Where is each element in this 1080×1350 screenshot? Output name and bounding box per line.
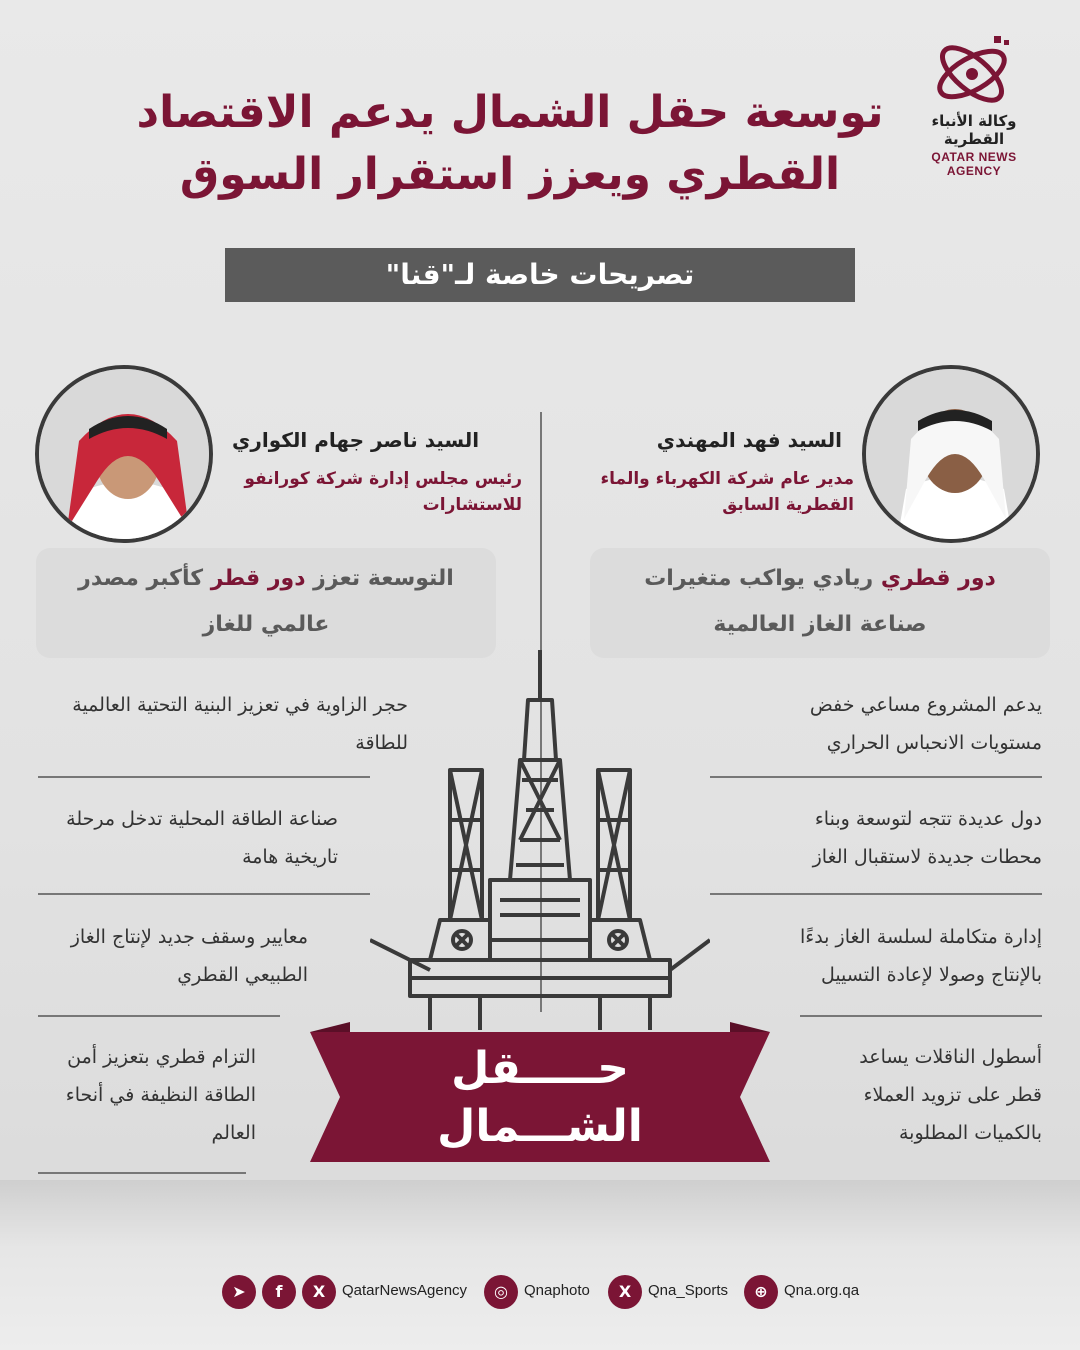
right-role-line-1: مدير عام شركة الكهرباء والماء — [600, 469, 854, 489]
x-sports-icon[interactable]: X — [608, 1275, 642, 1309]
left-item-3-line-1: معايير وسقف جديد لإنتاج الغاز — [70, 926, 308, 948]
logo-english-name: QATAR NEWS AGENCY — [931, 150, 1017, 178]
right-item-4-line-3: بالكميات المطلوبة — [898, 1122, 1042, 1144]
website-link[interactable]: Qna.org.qa — [784, 1282, 860, 1299]
person-portrait-icon — [39, 369, 213, 543]
right-item-4-line-1: أسطول الناقلات يساعد — [859, 1046, 1042, 1068]
right-item-2-line-1: دول عديدة تتجه لتوسعة وبناء — [814, 808, 1042, 830]
left-role-line-1: رئيس مجلس إدارة شركة كورانفو — [244, 469, 522, 489]
social-handle-main[interactable]: QatarNewsAgency — [342, 1282, 468, 1299]
right-item-separator — [710, 776, 1042, 778]
avatar-left-person — [35, 365, 213, 543]
right-person-role — [600, 466, 854, 518]
right-item-1-line-2: مستويات الانحباس الحراري — [826, 732, 1042, 754]
left-item-separator — [38, 1015, 280, 1017]
person-portrait-icon — [866, 369, 1040, 543]
banner-text — [380, 1040, 700, 1156]
left-item-separator — [38, 1172, 246, 1174]
left-item-4-line-3: العالم — [211, 1122, 256, 1144]
left-item-1-line-2: للطاقة — [355, 732, 408, 754]
right-quote-highlight: دور قطري — [880, 566, 996, 591]
left-item — [38, 918, 308, 994]
banner-line-2: الشـــمال — [437, 1101, 643, 1152]
right-item-separator — [710, 893, 1042, 895]
left-quote-highlight: دور قطر — [210, 566, 306, 591]
globe-icon[interactable]: ⊕ — [744, 1275, 778, 1309]
left-item-1-line-1: حجر الزاوية في تعزيز البنية التحتية العالمية — [72, 694, 408, 716]
x-icon[interactable]: X — [302, 1275, 336, 1309]
floor-background — [0, 1180, 1080, 1350]
left-item-separator — [38, 776, 370, 778]
left-person-name: السيد ناصر جهام الكواري — [232, 428, 480, 452]
left-item — [38, 686, 408, 762]
right-item — [712, 686, 1042, 762]
left-item-separator — [38, 893, 370, 895]
title-line-1: توسعة حقل الشمال يدعم الاقتصاد — [136, 87, 884, 138]
oil-rig-icon — [370, 640, 710, 1040]
logo-arabic-name: وكالة الأنباء القطرية — [931, 112, 1017, 148]
left-item — [38, 1038, 256, 1152]
qna-logo — [904, 30, 1044, 178]
right-item — [742, 1038, 1042, 1152]
social-footer — [0, 1275, 1080, 1315]
right-quote-line-1: ريادي يواكب متغيرات — [644, 566, 881, 591]
avatar-right-person — [862, 365, 1040, 543]
left-quote-post: كأكبر مصدر — [78, 566, 211, 591]
left-item-2-line-1: صناعة الطاقة المحلية تدخل مرحلة — [66, 808, 338, 830]
atom-logo-icon — [924, 30, 1024, 110]
subtitle-bar: تصريحات خاصة لـ"قنا" — [225, 248, 855, 302]
right-item-separator — [800, 1015, 1042, 1017]
social-handle-instagram[interactable]: Qnaphoto — [524, 1282, 590, 1299]
left-item-4-line-1: التزام قطري بتعزيز أمن — [67, 1046, 256, 1068]
facebook-icon[interactable]: f — [262, 1275, 296, 1309]
right-person-name: السيد فهد المهندي — [656, 428, 842, 452]
instagram-icon[interactable]: ◎ — [484, 1275, 518, 1309]
right-role-line-2: القطرية السابق — [722, 495, 854, 515]
right-item-4-line-2: قطر على تزويد العملاء — [863, 1084, 1042, 1106]
social-handle-sports[interactable]: Qna_Sports — [648, 1282, 729, 1299]
right-item-2-line-2: محطات جديدة لاستقبال الغاز — [812, 846, 1042, 868]
left-quote-pre: التوسعة تعزز — [305, 566, 454, 591]
page-title — [110, 82, 910, 206]
right-item-3-line-2: بالإنتاج وصولا لإعادة التسييل — [820, 964, 1042, 986]
left-item-2-line-2: تاريخية هامة — [242, 846, 338, 868]
left-item — [38, 800, 338, 876]
right-item-3-line-1: إدارة متكاملة لسلسة الغاز بدءًا — [800, 926, 1042, 948]
right-item-1-line-1: يدعم المشروع مساعي خفض — [809, 694, 1042, 716]
telegram-icon[interactable]: ➤ — [222, 1275, 256, 1309]
banner-line-1: حـــــقل — [451, 1043, 629, 1094]
right-item — [712, 918, 1042, 994]
left-item-3-line-2: الطبيعي القطري — [177, 964, 308, 986]
left-role-line-2: للاستشارات — [422, 495, 522, 515]
right-quote-line-2: صناعة الغاز العالمية — [713, 612, 927, 637]
title-line-2: القطري ويعزز استقرار السوق — [179, 149, 841, 200]
left-quote-line-2: عالمي للغاز — [202, 612, 330, 637]
right-item — [712, 800, 1042, 876]
left-person-role — [232, 466, 522, 518]
left-item-4-line-2: الطاقة النظيفة في أنحاء — [65, 1084, 256, 1106]
